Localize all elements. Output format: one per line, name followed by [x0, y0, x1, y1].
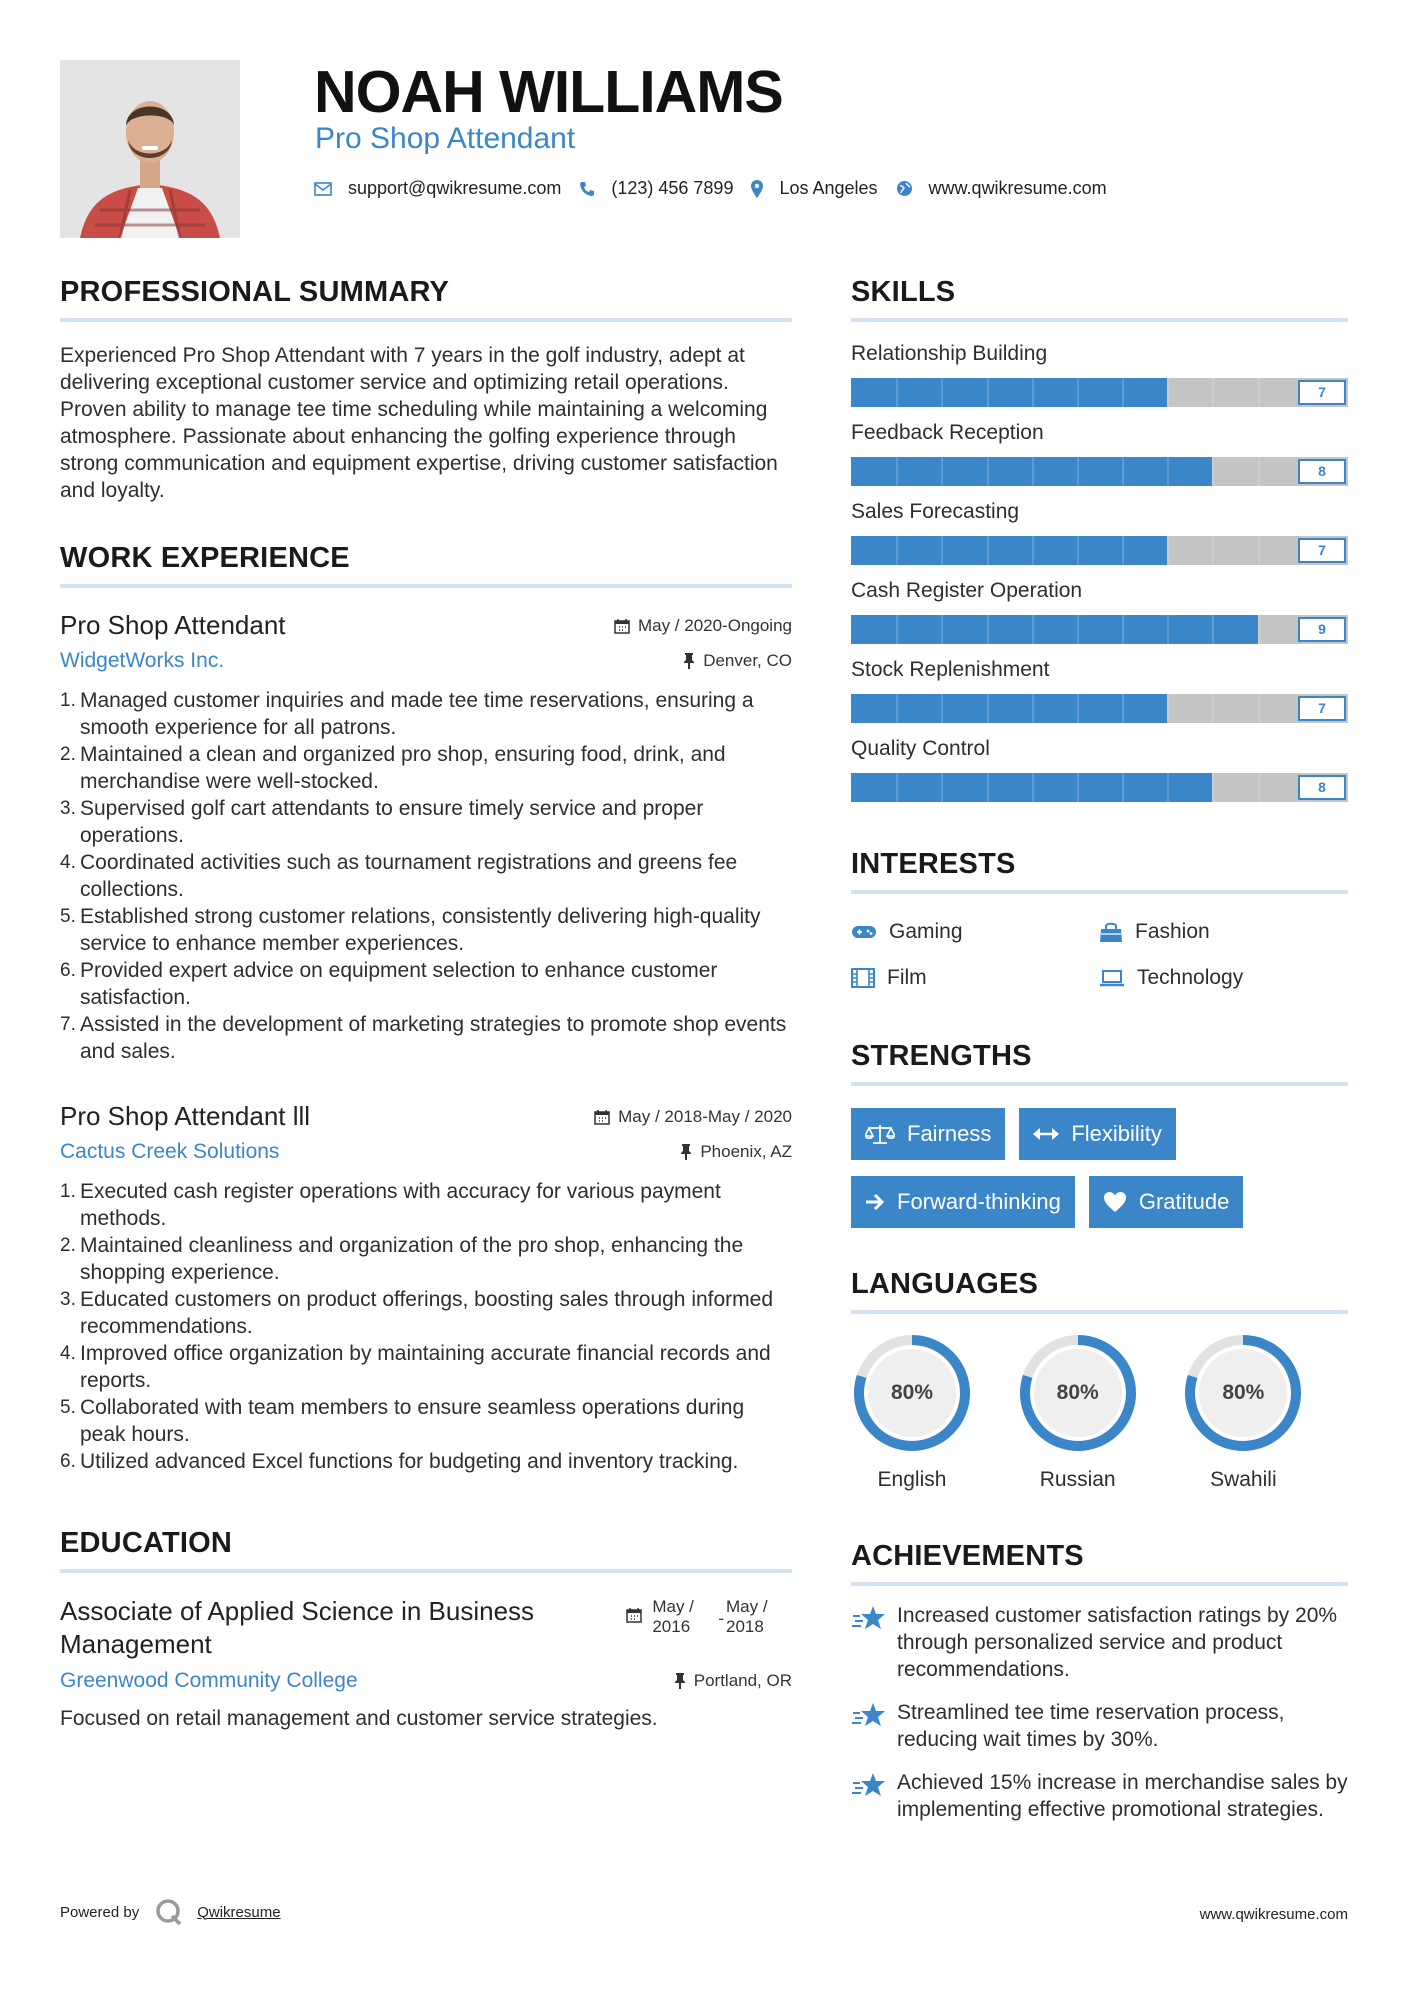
job-bullets	[60, 1178, 792, 1475]
list-item: 3. Educated customers on product offerings, boosting sales through informed recommendations.	[60, 1288, 774, 1338]
skill-bar-tick	[941, 457, 943, 486]
footer-website[interactable]: www.qwikresume.com	[1199, 1906, 1348, 1923]
qwikresume-link[interactable]: Qwikresume	[197, 1903, 281, 1921]
list-item: 2. Maintained a clean and organized pro shop, ensuring food, drink, and merchandise were well-stocked.	[60, 743, 726, 793]
skill-bar-tick	[1077, 615, 1079, 644]
list-item: 5. Collaborated with team members to ensure seamless operations during peak hours.	[60, 1396, 745, 1446]
language-ring	[1182, 1332, 1304, 1454]
languages-section	[851, 1268, 1348, 1492]
skill-bar-tick	[1077, 536, 1079, 565]
candidate-role: Pro Shop Attendant	[315, 122, 576, 155]
strength-chip: Gratitude	[1089, 1176, 1244, 1228]
gamepad-icon	[851, 924, 877, 940]
languages-heading: LANGUAGES	[851, 1268, 1039, 1300]
arrow-right-icon	[865, 1193, 885, 1211]
language-percent: 80%	[890, 1381, 934, 1404]
job-dates: May / 2020-Ongoing	[614, 616, 792, 636]
skill-name: Sales Forecasting	[851, 500, 1020, 523]
contact-location	[751, 178, 877, 199]
skill-bar-tick	[1032, 615, 1034, 644]
job-bullets	[60, 687, 792, 1065]
achievements-section	[851, 1540, 1348, 1823]
summary-heading: PROFESSIONAL SUMMARY	[60, 276, 450, 308]
calendar-icon	[626, 1607, 642, 1623]
skill-bar-tick	[1077, 457, 1079, 486]
summary-text: Experienced Pro Shop Attendant with 7 years in the golf industry, adept at delivering exceptional customer service and optimizing retail operations. Proven ability to manage tee time scheduling while maintaining a welcoming atmosphere. Passionate about enhancing the golfing experience through strong communication and equipment expertise, driving customer satisfaction and loyalty.	[60, 344, 778, 502]
list-item: 6. Utilized advanced Excel functions for budgeting and inventory tracking.	[60, 1450, 739, 1473]
left-column	[60, 276, 792, 1731]
skill-bar-tick	[1077, 694, 1079, 723]
pushpin-icon	[683, 653, 695, 669]
skill-item	[851, 500, 1348, 565]
company-name: WidgetWorks Inc.	[60, 649, 225, 672]
skill-bar-fill	[851, 536, 1167, 565]
strengths-section	[851, 1040, 1348, 1228]
job-location: Denver, CO	[683, 651, 792, 671]
skill-bar	[851, 536, 1348, 565]
skill-bar-tick	[1122, 694, 1124, 723]
skill-bar-tick	[896, 615, 898, 644]
education-section	[60, 1527, 792, 1731]
skill-bar-tick	[1032, 694, 1034, 723]
skill-bar	[851, 694, 1348, 723]
education-description: Focused on retail management and customer service strategies.	[60, 1707, 658, 1730]
phone-text: (123) 456 7899	[611, 178, 734, 198]
skill-bar-tick	[1258, 615, 1260, 644]
contact-email[interactable]	[314, 178, 561, 199]
skill-bar-tick	[1212, 694, 1214, 723]
section-divider	[851, 890, 1348, 894]
experience-section	[60, 542, 792, 1475]
skill-bar-tick	[987, 536, 989, 565]
strength-chip: Fairness	[851, 1108, 1005, 1160]
skill-name: Feedback Reception	[851, 421, 1044, 444]
experience-heading: WORK EXPERIENCE	[60, 542, 350, 574]
language-ring	[1017, 1332, 1139, 1454]
job-title: Pro Shop Attendant	[60, 610, 286, 640]
calendar-icon	[614, 618, 630, 634]
skills-list	[851, 342, 1348, 802]
skill-bar-tick	[1122, 773, 1124, 802]
right-column	[851, 276, 1348, 1823]
interests-section	[851, 848, 1348, 990]
section-divider	[851, 1582, 1348, 1586]
list-item: 3. Supervised golf cart attendants to ensure timely service and proper operations.	[60, 797, 704, 847]
interest-item: Gaming	[851, 920, 1099, 944]
achievement-item: Streamlined tee time reservation process, reducing wait times by 30%.	[851, 1699, 1348, 1753]
strength-chip: Flexibility	[1019, 1108, 1175, 1160]
list-item: 4. Improved office organization by maintaining accurate financial records and reports.	[60, 1342, 771, 1392]
strengths-heading: STRENGTHS	[851, 1040, 1032, 1072]
skill-item	[851, 658, 1348, 723]
skill-name: Quality Control	[851, 737, 990, 760]
language-name: Russian	[1039, 1468, 1116, 1491]
skill-bar-fill	[851, 615, 1258, 644]
skill-bar-tick	[941, 773, 943, 802]
job-title: Pro Shop Attendant lll	[60, 1101, 311, 1131]
achievement-item: Increased customer satisfaction ratings by 20% through personalized service and product recommendations.	[851, 1602, 1348, 1683]
skill-bar-tick	[896, 536, 898, 565]
skill-bar-tick	[896, 694, 898, 723]
pushpin-icon	[680, 1144, 692, 1160]
skill-bar-tick	[1212, 457, 1214, 486]
skill-item	[851, 342, 1348, 407]
candidate-name: NOAH WILLIAMS	[314, 59, 783, 125]
skill-bar-tick	[1212, 615, 1214, 644]
language-ring	[851, 1332, 973, 1454]
language-name: Swahili	[1210, 1468, 1277, 1491]
skill-level-badge: 9	[1298, 617, 1346, 642]
interest-item: Fashion	[1099, 920, 1347, 944]
skill-bar-tick	[987, 615, 989, 644]
skill-bar-tick	[1122, 615, 1124, 644]
skill-bar-tick	[987, 694, 989, 723]
skill-bar-tick	[1167, 694, 1169, 723]
location-text: Los Angeles	[779, 178, 878, 198]
list-item: 4. Coordinated activities such as tournament registrations and greens fee collections.	[60, 851, 738, 901]
interest-item: Technology	[1099, 966, 1347, 990]
skill-level-badge: 7	[1298, 696, 1346, 721]
skill-item	[851, 579, 1348, 644]
section-divider	[60, 318, 792, 322]
achievements-heading: ACHIEVEMENTS	[851, 1540, 1084, 1572]
list-item: 5. Established strong customer relations, consistently delivering high-quality service to enhance member experiences.	[60, 905, 761, 955]
skill-bar-tick	[1122, 378, 1124, 407]
skill-bar-tick	[1258, 457, 1260, 486]
section-divider	[851, 1310, 1348, 1314]
skill-bar-tick	[1167, 536, 1169, 565]
map-pin-icon	[751, 180, 763, 198]
section-divider	[851, 1082, 1348, 1086]
film-icon	[851, 968, 875, 988]
language-item	[1017, 1332, 1183, 1492]
skill-bar-tick	[1258, 536, 1260, 565]
skill-bar-tick	[1167, 615, 1169, 644]
skill-bar-tick	[941, 378, 943, 407]
qwikresume-logo-icon	[155, 1898, 183, 1926]
skill-bar-tick	[941, 694, 943, 723]
language-name: English	[877, 1468, 947, 1491]
section-divider	[851, 318, 1348, 322]
skill-bar-tick	[941, 615, 943, 644]
list-item: 6. Provided expert advice on equipment selection to enhance customer satisfaction.	[60, 959, 718, 1009]
list-item: 1. Executed cash register operations with accuracy for various payment methods.	[60, 1180, 721, 1230]
skill-bar-fill	[851, 378, 1167, 407]
job-entry	[60, 1101, 792, 1475]
skill-bar-fill	[851, 694, 1167, 723]
company-name: Cactus Creek Solutions	[60, 1140, 280, 1163]
star-icon	[851, 1701, 887, 1731]
contact-phone[interactable]	[579, 178, 733, 199]
skill-bar-tick	[1258, 773, 1260, 802]
education-heading: EDUCATION	[60, 1527, 233, 1559]
section-divider	[60, 584, 792, 588]
skill-item	[851, 737, 1348, 802]
section-divider	[60, 1569, 792, 1573]
skill-bar-tick	[896, 457, 898, 486]
job-dates: May / 2018-May / 2020	[594, 1107, 792, 1127]
school-location: Portland, OR	[674, 1671, 792, 1691]
skill-bar-tick	[1212, 378, 1214, 407]
skill-name: Cash Register Operation	[851, 579, 1083, 602]
language-item	[1182, 1332, 1348, 1492]
skill-bar-tick	[896, 773, 898, 802]
star-icon	[851, 1771, 887, 1801]
skill-bar-tick	[1167, 773, 1169, 802]
skill-level-badge: 8	[1298, 459, 1346, 484]
interests-heading: INTERESTS	[851, 848, 1016, 880]
skill-bar-tick	[1077, 773, 1079, 802]
strength-chip: Forward-thinking	[851, 1176, 1075, 1228]
achievement-item: Achieved 15% increase in merchandise sales by implementing effective promotional strategies.	[851, 1769, 1348, 1823]
skill-bar-tick	[1212, 536, 1214, 565]
skill-bar	[851, 773, 1348, 802]
list-item: 1. Managed customer inquiries and made tee time reservations, ensuring a smooth experience for all patrons.	[60, 689, 754, 739]
arrows-horizontal-icon	[1033, 1127, 1059, 1141]
skill-bar-tick	[1077, 378, 1079, 407]
globe-icon	[896, 180, 913, 197]
list-item: 2. Maintained cleanliness and organization of the pro shop, enhancing the shopping experience.	[60, 1234, 744, 1284]
footer-powered-by: Powered by Qwikresume	[60, 1898, 281, 1926]
skill-bar-tick	[1167, 378, 1169, 407]
skill-bar-tick	[1032, 457, 1034, 486]
skill-bar-tick	[987, 457, 989, 486]
shopping-bag-icon	[1099, 921, 1123, 943]
skill-item	[851, 421, 1348, 486]
profile-photo	[60, 60, 240, 238]
language-percent: 80%	[1056, 1381, 1099, 1404]
education-dates: May / 2016 - May / 2018	[626, 1597, 792, 1661]
skill-bar-tick	[987, 773, 989, 802]
contact-website[interactable]	[896, 178, 1107, 199]
skill-bar-tick	[987, 378, 989, 407]
skill-bar-tick	[1122, 536, 1124, 565]
balance-scale-icon	[865, 1123, 895, 1145]
skill-bar	[851, 378, 1348, 407]
list-item: 7. Assisted in the development of marketing strategies to promote shop events and sales.	[60, 1013, 787, 1063]
degree-title: Associate of Applied Science in Business Management	[60, 1596, 535, 1659]
skill-bar	[851, 457, 1348, 486]
phone-icon	[579, 181, 595, 197]
star-icon	[851, 1604, 887, 1634]
website-text: www.qwikresume.com	[928, 178, 1107, 198]
skill-name: Relationship Building	[851, 342, 1048, 365]
languages-list	[851, 1332, 1348, 1492]
school-name: Greenwood Community College	[60, 1669, 358, 1692]
skill-bar-tick	[1032, 773, 1034, 802]
contact-bar	[314, 178, 1125, 199]
skill-bar-tick	[941, 536, 943, 565]
interest-item: Film	[851, 966, 1099, 990]
laptop-icon	[1099, 969, 1125, 987]
calendar-icon	[594, 1109, 610, 1125]
skills-section	[851, 276, 1348, 802]
skill-bar-tick	[1258, 694, 1260, 723]
language-percent: 80%	[1222, 1381, 1265, 1404]
skill-bar	[851, 615, 1348, 644]
skill-level-badge: 7	[1298, 380, 1346, 405]
job-entry	[60, 610, 792, 1065]
skill-name: Stock Replenishment	[851, 658, 1050, 681]
skill-bar-tick	[1032, 536, 1034, 565]
summary-section	[60, 276, 792, 504]
language-item	[851, 1332, 1017, 1492]
skill-level-badge: 8	[1298, 775, 1346, 800]
pushpin-icon	[674, 1673, 686, 1689]
skill-level-badge: 7	[1298, 538, 1346, 563]
email-text: support@qwikresume.com	[348, 178, 562, 198]
job-location: Phoenix, AZ	[680, 1142, 792, 1162]
skill-bar-tick	[1032, 378, 1034, 407]
skill-bar-tick	[1258, 378, 1260, 407]
skill-bar-tick	[1167, 457, 1169, 486]
skill-bar-tick	[896, 378, 898, 407]
skill-bar-tick	[1212, 773, 1214, 802]
heart-icon	[1103, 1191, 1127, 1213]
skill-bar-tick	[1122, 457, 1124, 486]
skills-heading: SKILLS	[851, 276, 956, 308]
envelope-icon	[314, 182, 332, 196]
